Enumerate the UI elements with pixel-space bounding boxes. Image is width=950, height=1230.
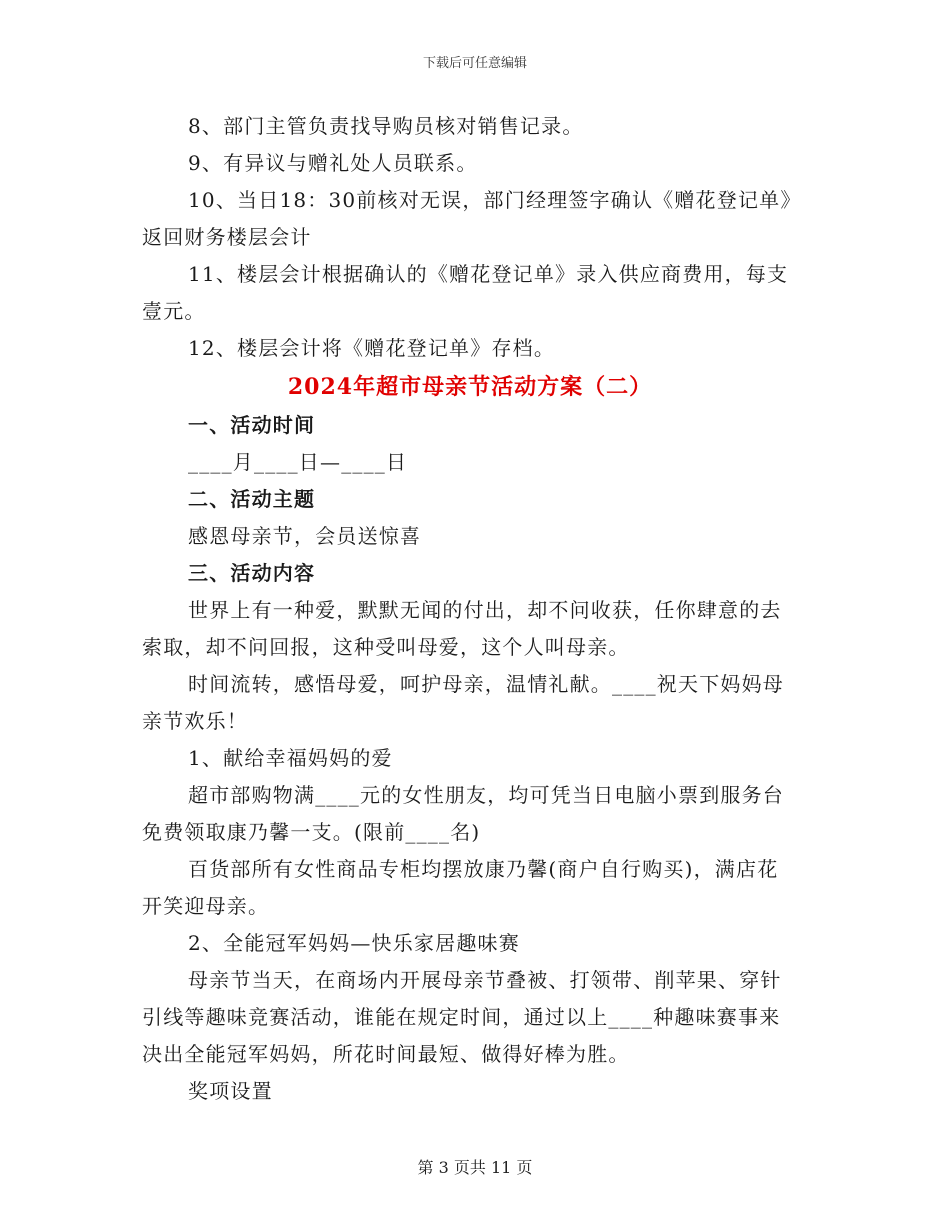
paragraph-item-8: 8、部门主管负责找导购员核对销售记录。 xyxy=(188,114,584,138)
document-body xyxy=(142,108,798,1110)
section-text-theme: 感恩母亲节，会员送惊喜 xyxy=(188,524,422,548)
section-heading-time: 一、活动时间 xyxy=(188,413,316,437)
content-paragraph-2: 时间流转，感悟母爱，呵护母亲，温情礼献。____祝天下妈妈母亲节欢乐！ xyxy=(142,672,784,733)
document-title: 2024年超市母亲节活动方案（二） xyxy=(287,374,653,400)
content-item-2-paragraph-2: 奖项设置 xyxy=(188,1079,273,1103)
page-footer: 第 3 页共 11 页 xyxy=(417,1158,533,1177)
section-heading-content: 三、活动内容 xyxy=(188,561,316,585)
content-item-1-title: 1、献给幸福妈妈的爱 xyxy=(188,746,393,770)
paragraph-item-11: 11、楼层会计根据确认的《赠花登记单》录入供应商费用，每支壹元。 xyxy=(142,262,789,323)
paragraph-item-12: 12、楼层会计将《赠花登记单》存档。 xyxy=(188,336,556,360)
page-header: 下载后可任意编辑 xyxy=(422,56,527,71)
content-paragraph-1: 世界上有一种爱，默默无闻的付出，却不问收获，任你肆意的去索取，却不问回报，这种受叫母爱，这个人叫母亲。 xyxy=(142,598,782,659)
content-item-1-paragraph-2: 百货部所有女性商品专柜均摆放康乃馨(商户自行购买)，满店花开笑迎母亲。 xyxy=(142,857,779,918)
content-item-2-title: 2、全能冠军妈妈—快乐家居趣味赛 xyxy=(188,931,520,955)
paragraph-item-9: 9、有异议与赠礼处人员联系。 xyxy=(188,151,478,175)
content-item-1-paragraph-1: 超市部购物满____元的女性朋友，均可凭当日电脑小票到服务台免费领取康乃馨一支。(限前____名) xyxy=(142,783,784,844)
section-text-time: ____月____日—____日 xyxy=(188,450,408,474)
content-item-2-paragraph-1: 母亲节当天，在商场内开展母亲节叠被、打领带、削苹果、穿针引线等趣味竞赛活动，谁能在规定时间，通过以上____种趣味赛事来决出全能冠军妈妈，所花时间最短、做得好棒为胜。 xyxy=(142,968,782,1066)
paragraph-item-10: 10、当日18：30前核对无误，部门经理签字确认《赠花登记单》返回财务楼层会计 xyxy=(142,188,792,249)
section-heading-theme: 二、活动主题 xyxy=(188,487,316,511)
